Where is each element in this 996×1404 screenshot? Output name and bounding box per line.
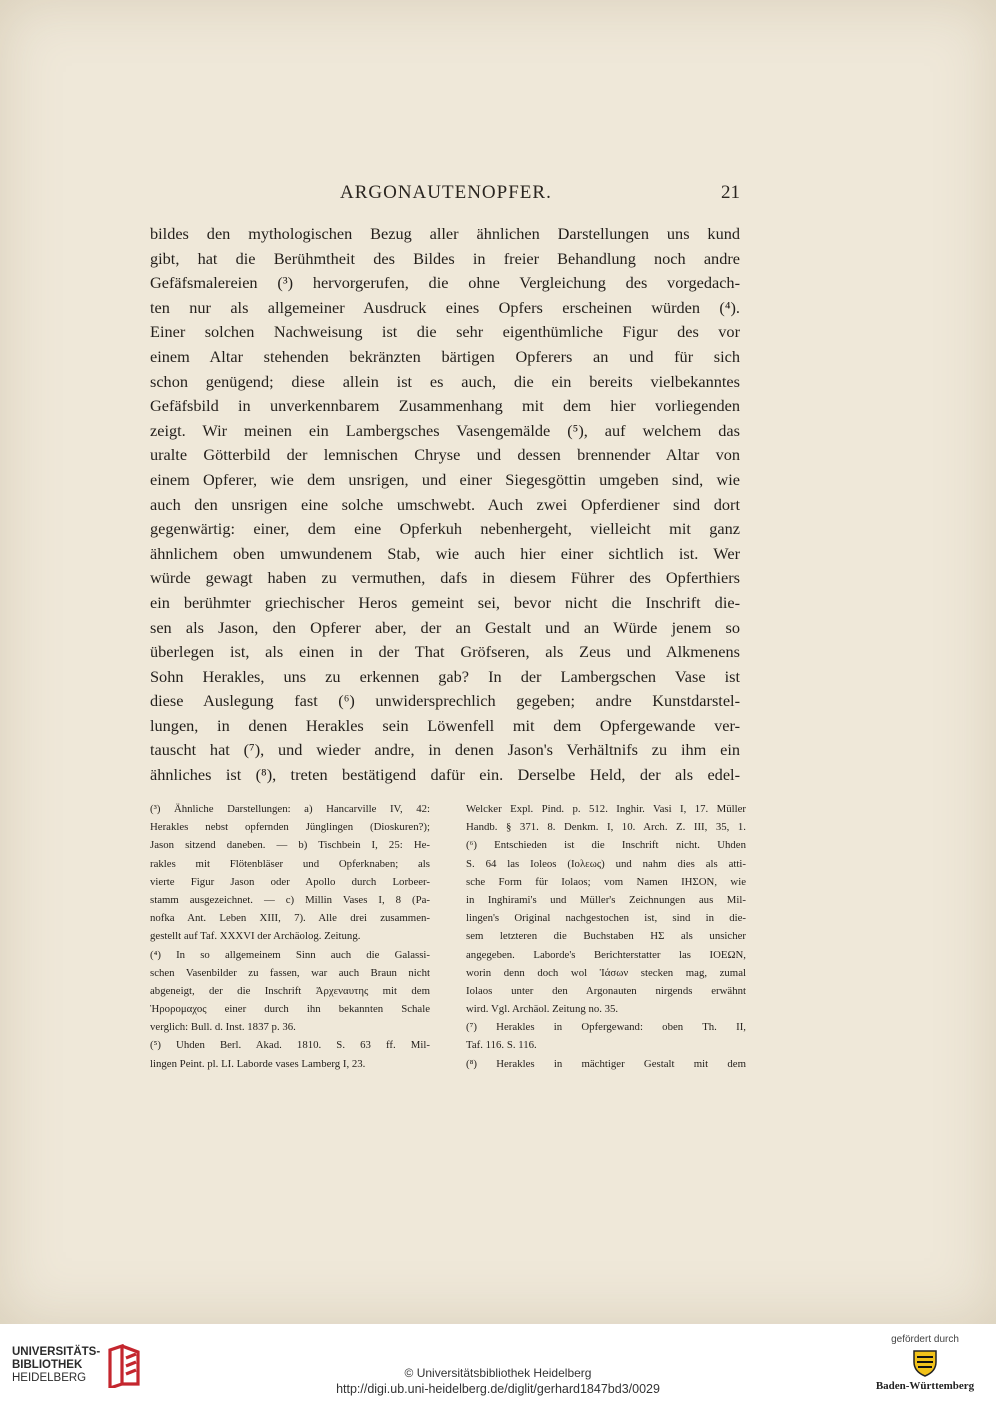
footnote-line: S. 64 las Ioleos (Ιολεως) und nahm dies als atti- — [466, 857, 746, 870]
text-line: Einer solchen Nachweisung ist die sehr eigenthümliche Figur des vor — [150, 322, 740, 342]
text-line: schon genügend; diese allein ist es auch, die ein bereits vielbekanntes — [150, 371, 740, 391]
text-line: würde gewagt haben zu vermuthen, dafs in diesem Führer des Opferthiers — [150, 568, 740, 588]
footnote-line: Taf. 116. S. 116. — [466, 1039, 537, 1052]
footnotes-right-column — [466, 800, 746, 1073]
text-line: ähnlichem oben umwundenem Stab, wie auch hier einer sichtlich ist. Wer — [150, 543, 740, 563]
text-line: Gefäfsbild in unverkennbarem Zusammenhang mit dem hier vorliegenden — [150, 396, 740, 416]
footnote-line: lingen Peint. pl. LI. Laborde vases Lamberg I, 23. — [150, 1057, 366, 1070]
text-line: ten nur als allgemeiner Ausdruck eines Opfers erscheinen würden (⁴). — [150, 297, 740, 317]
library-name-line: UNIVERSITÄTS- — [12, 1346, 101, 1358]
text-line: lungen, in denen Herakles sein Löwenfell mit dem Opfergewande ver- — [150, 715, 740, 735]
footnote-line: schen Vasenbilder zu fassen, war auch Braun nicht — [150, 966, 430, 979]
footnote-line: Iolaos unter den Argonauten nirgends erwähnt — [466, 984, 746, 997]
text-line: ein berühmter griechischer Heros gemeint sei, bevor nicht die Inschrift die- — [150, 592, 740, 612]
footnote-line: rakles mit Flötenbläser und Opferknaben; als — [150, 857, 430, 870]
text-line: bildes den mythologischen Bezug aller ähnlichen Darstellungen uns kund — [150, 224, 740, 243]
text-line: Sohn Herakles, uns zu erkennen gab? In der Lambergschen Vase ist — [150, 666, 740, 686]
text-line: ähnliches ist (⁸), treten bestätigend dafür ein. Derselbe Held, der als edel- — [150, 765, 740, 785]
text-line: sen als Jason, den Opferer aber, der an Gestalt und an Würde jenem so — [150, 617, 740, 637]
viewer-footer — [0, 1324, 996, 1404]
footnote-line: nofka Ant. Leben XIII, 7). Alle drei zusammen- — [150, 912, 430, 925]
footnote-line: Herakles nebst opfernden Jünglingen (Dioskuren?); — [150, 821, 430, 834]
permalink-url[interactable]: http://digi.ub.uni-heidelberg.de/diglit/gerhard1847bd3/0029 — [336, 1382, 660, 1396]
text-line: zeigt. Wir meinen ein Lambergsches Vasengemälde (⁵), auf welchem das — [150, 420, 740, 440]
text-line: überlegen ist, als einen in der That Gröfseren, als Zeus und Alkmenens — [150, 642, 740, 662]
page-number: 21 — [721, 182, 740, 203]
footnote-line: (⁷) Herakles in Opfergewand: oben Th. II, — [466, 1021, 746, 1034]
footnote-line: (⁶) Entschieden ist die Inschrift nicht. Uhden — [466, 839, 746, 852]
coat-of-arms-icon — [910, 1348, 940, 1378]
text-line: tauscht hat (⁷), und wieder andre, in denen Jason's Verhältnifs zu ihm ein — [150, 740, 740, 760]
page-header — [150, 182, 740, 212]
running-title: ARGONAUTENOPFER. — [340, 182, 552, 203]
text-line: auch den unsrigen eine solche umschwebt. Auch zwei Opferdiener sind dort — [150, 494, 740, 514]
text-line: gibt, hat die Berühmtheit des Bildes in freier Behandlung noch andre — [150, 248, 740, 268]
footnotes-left-column — [150, 800, 430, 1073]
footnote-line: abgeneigt, der die Inschrift Ἀρχεναυτης mit dem — [150, 984, 430, 997]
footnote-line: vierte Figur Jason oder Apollo durch Lorbeer- — [150, 875, 430, 888]
footnote-line: in Inghirami's und Müller's Zeichnungen aus Mil- — [466, 893, 746, 906]
footnote-line: Welcker Expl. Pind. p. 512. Inghir. Vasi I, 17. Müller — [466, 803, 746, 815]
copyright-notice: © Universitätsbibliothek Heidelberg — [404, 1366, 592, 1380]
text-line: einem Opferer, wie dem unsrigen, und einer Siegesgöttin umgeben sind, wie — [150, 469, 740, 489]
funder-name: Baden-Württemberg — [875, 1380, 975, 1392]
footnote-line: Jason sitzend daneben. — b) Tischbein I, 25: He- — [150, 839, 430, 852]
text-line: gegenwärtig: einer, dem eine Opferkuh nebenhergeht, vielleicht mit ganz — [150, 519, 740, 539]
footnote-line: Handb. § 371. 8. Denkm. I, 10. Arch. Z. III, 35, 1. — [466, 821, 746, 834]
footnote-line: lingen's Original nachgestochen ist, sind in die- — [466, 912, 746, 925]
body-text — [150, 222, 740, 788]
footnote-line: angegeben. Laborde's Berichterstatter las ΙΟΕΩΝ, — [466, 948, 746, 961]
text-line: diese Auslegung fast (⁶) unwidersprechlich gegeben; andre Kunstdarstel- — [150, 691, 740, 711]
footnotes — [150, 800, 746, 1070]
funding-notice — [870, 1334, 980, 1400]
library-name-line: BIBLIOTHEK — [12, 1359, 83, 1371]
footnote-line: stamm ausgezeichnet. — c) Millin Vases I, 8 (Pa- — [150, 893, 430, 906]
funded-by-label: gefördert durch — [891, 1334, 959, 1345]
footnote-line: (⁴) In so allgemeinem Sinn auch die Galassi- — [150, 948, 430, 961]
footnote-line: (⁸) Herakles in mächtiger Gestalt mit dem — [466, 1057, 746, 1070]
footnote-line: wird. Vgl. Archäol. Zeitung no. 35. — [466, 1003, 619, 1016]
text-line: einem Altar stehenden bekränzten bärtigen Opferers an und für sich — [150, 346, 740, 366]
library-name-line: HEIDELBERG — [12, 1372, 87, 1384]
text-line: uralte Götterbild der lemnischen Chryse und dessen brennender Altar von — [150, 445, 740, 465]
footnote-line: worin denn doch wol Ἰάσων stecken mag, zumal — [466, 966, 746, 979]
footnote-line: Ἡρορομαχος einer durch ihn bekannten Schale — [150, 1003, 430, 1016]
footnote-line: sem letzteren die Buchstaben ΗΣ als unsicher — [466, 930, 746, 943]
footnote-line: (³) Ähnliche Darstellungen: a) Hancarville IV, 42: — [150, 803, 430, 815]
text-line: Gefäfsmalereien (³) hervorgerufen, die ohne Vergleichung des vorgedach- — [150, 273, 740, 293]
footnote-line: sche Form für Iolaos; vom Namen ΙΗΣΟΝ, wie — [466, 875, 746, 888]
footnote-line: gestellt auf Taf. XXXVI der Archäolog. Zeitung. — [150, 930, 361, 943]
footnote-line: (⁵) Uhden Berl. Akad. 1810. S. 63 ff. Mil- — [150, 1039, 430, 1052]
footnote-line: verglich: Bull. d. Inst. 1837 p. 36. — [150, 1021, 296, 1034]
